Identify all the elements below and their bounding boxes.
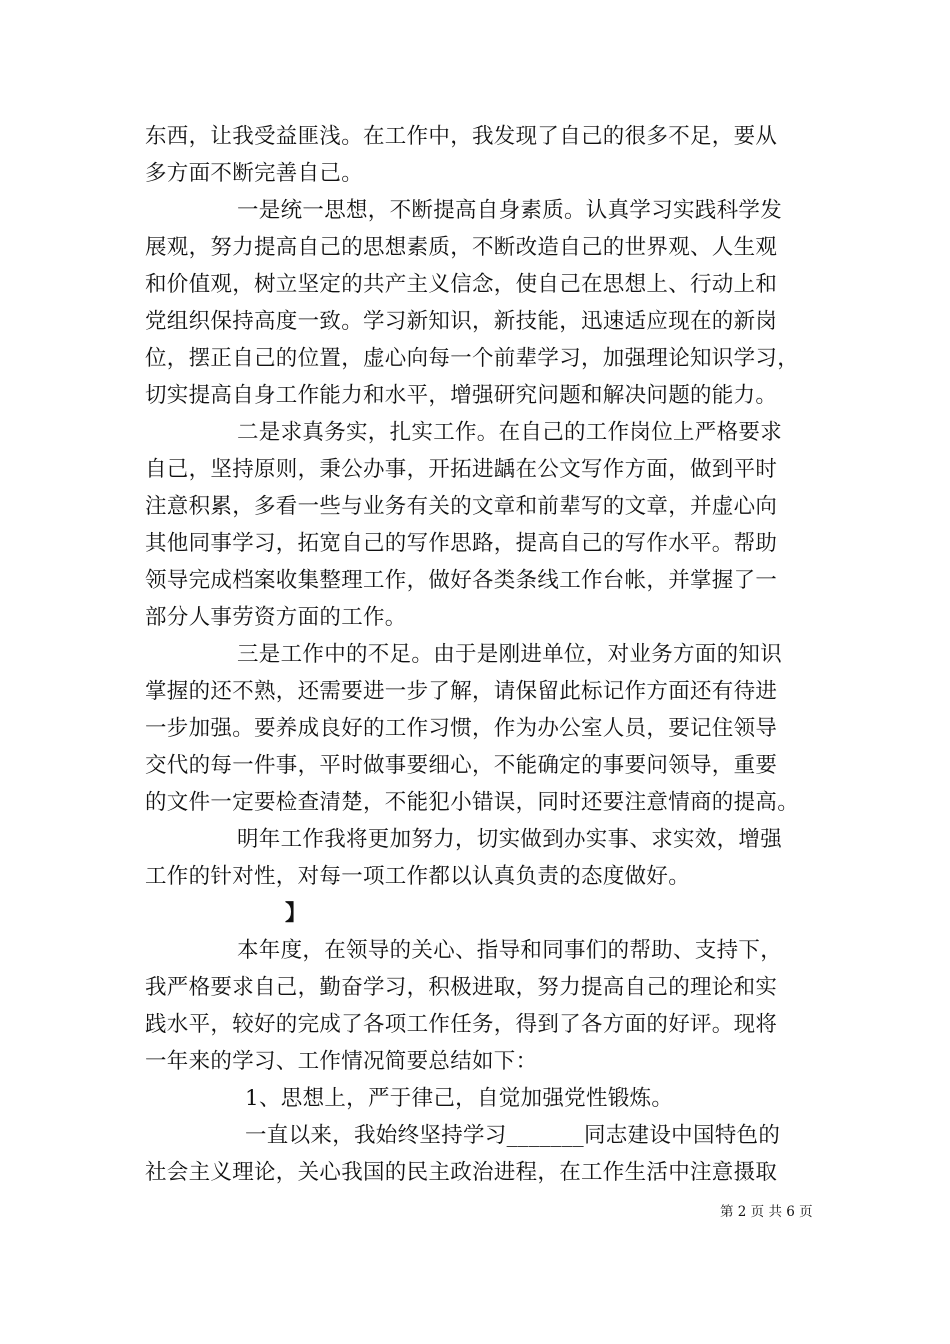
paragraph-start: 一是统一思想，不断提高自身素质。认真学习实践科学发: [237, 198, 783, 223]
paragraph-start: 二是求真务实，扎实工作。在自己的工作岗位上严格要求: [237, 420, 783, 445]
page-number: 第 2 页 共 6 页: [720, 1204, 813, 1220]
text-line: 掌握的还不熟，还需要进一步了解，请保留此标记作方面还有待进: [145, 679, 778, 704]
text-line: 一年来的学习、工作情况简要总结如下：: [145, 1049, 538, 1074]
text-line: 党组织保持高度一致。学习新知识，新技能，迅速适应现在的新岗: [145, 309, 778, 334]
paragraph-start: 本年度，在领导的关心、指导和同事们的帮助、支持下，: [237, 938, 783, 963]
text-line: 多方面不断完善自己。: [145, 161, 364, 186]
text-line: 践水平，较好的完成了各项工作任务，得到了各方面的好评。现将: [145, 1012, 778, 1037]
text-line: 切实提高自身工作能力和水平，增强研究问题和解决问题的能力。: [145, 383, 778, 408]
text-line: 我严格要求自己，勤奋学习，积极进取，努力提高自己的理论和实: [145, 975, 778, 1000]
section-heading: 1、思想上，严于律己，自觉加强党性锻炼。: [245, 1086, 674, 1111]
text-line: 交代的每一件事，平时做事要细心，不能确定的事要问领导，重要: [145, 753, 778, 778]
text-line: 和价值观，树立坚定的共产主义信念，使自己在思想上、行动上和: [145, 272, 778, 297]
text-line: 自己，坚持原则，秉公办事，开拓进龋在公文写作方面，做到平时: [145, 457, 778, 482]
text-line: 展观，努力提高自己的思想素质，不断改造自己的世界观、人生观: [145, 235, 778, 260]
paragraph-start: 明年工作我将更加努力，切实做到办实事、求实效，增强: [237, 827, 783, 852]
text-line: 社会主义理论，关心我国的民主政治进程，在工作生活中注意摄取: [145, 1160, 778, 1185]
text-line: 东西，让我受益匪浅。在工作中，我发现了自己的很多不足，要从: [145, 124, 778, 149]
text-line: 一步加强。要养成良好的工作习惯，作为办公室人员，要记住领导: [145, 716, 778, 741]
text-line: 领导完成档案收集整理工作，做好各类条线工作台帐，并掌握了一: [145, 568, 778, 593]
text-line: 工作的针对性，对每一项工作都以认真负责的态度做好。: [145, 864, 691, 889]
text-line: 部分人事劳资方面的工作。: [145, 605, 407, 630]
text-line: 其他同事学习，拓宽自己的写作思路，提高自己的写作水平。帮助: [145, 531, 778, 556]
paragraph-start: 三是工作中的不足。由于是刚进单位，对业务方面的知识: [237, 642, 783, 667]
text-line: 注意积累，多看一些与业务有关的文章和前辈写的文章，并虚心向: [145, 494, 778, 519]
text-line: 位，摆正自己的位置，虚心向每一个前辈学习，加强理论知识学习，: [145, 346, 800, 371]
paragraph-start: 一直以来，我始终坚持学习_______同志建设中国特色的: [245, 1123, 781, 1148]
section-bracket: 】: [285, 901, 307, 926]
document-body: [145, 118, 815, 1191]
text-line: 的文件一定要检查清楚，不能犯小错误，同时还要注意情商的提高。: [145, 790, 800, 815]
